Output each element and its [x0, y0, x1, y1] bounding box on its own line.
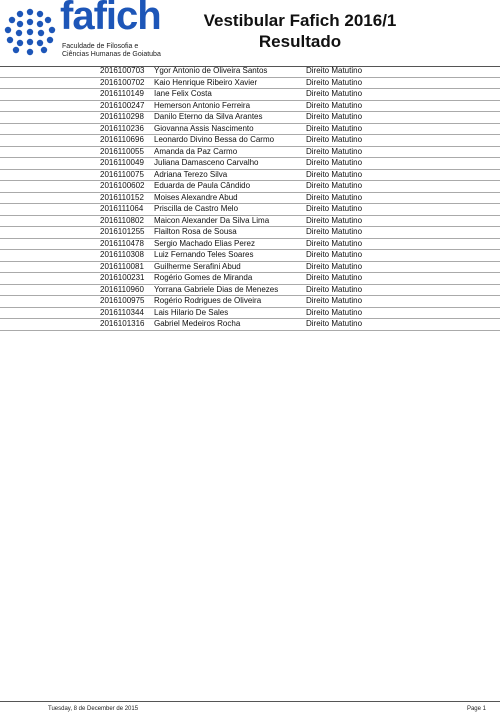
fafich-logo [2, 2, 180, 64]
candidate-code: 2016110049 [100, 158, 144, 167]
result-row [0, 101, 500, 113]
course-name: Direito Matutino [306, 77, 363, 87]
candidate-name: Ygor Antonio de Oliveira Santos [154, 66, 268, 75]
candidate-code: 2016101316 [100, 319, 145, 328]
candidate-code: 2016110802 [100, 215, 144, 225]
result-row [0, 227, 500, 239]
result-row [0, 135, 500, 147]
candidate-code: 2016110236 [100, 123, 144, 133]
result-row [0, 66, 500, 78]
course-name: Direito Matutino [306, 204, 363, 213]
course-name: Direito Matutino [306, 192, 363, 202]
candidate-code: 2016110696 [100, 135, 144, 144]
result-row [0, 193, 500, 205]
result-row [0, 89, 500, 101]
results-list [0, 66, 500, 331]
candidate-code: 2016110152 [100, 192, 144, 202]
candidate-code: 2016110081 [100, 261, 144, 271]
report-title-line-2: Resultado [258, 32, 342, 51]
candidate-name: Moises Alexandre Abud [154, 192, 238, 202]
candidate-name: Amanda da Paz Carmo [154, 146, 238, 156]
result-row [0, 181, 500, 193]
course-name: Direito Matutino [306, 307, 363, 317]
result-row [0, 112, 500, 124]
logo-subtitle-line-1: Faculdade de Filosofia e [62, 43, 139, 50]
footer-date: Tuesday, 8 de December de 2015 [48, 706, 139, 712]
candidate-code: 2016110478 [100, 238, 144, 248]
result-row [0, 239, 500, 251]
page-number: Page 1 [466, 706, 486, 712]
logo-subtitle [62, 43, 192, 59]
course-name: Direito Matutino [306, 89, 363, 98]
course-name: Direito Matutino [306, 135, 363, 144]
result-row [0, 216, 500, 228]
course-name: Direito Matutino [306, 238, 363, 248]
result-row [0, 158, 500, 170]
candidate-name: Giovanna Assis Nascimento [154, 123, 254, 133]
candidate-code: 2016110344 [100, 307, 144, 317]
report-title-line-1: Vestibular Fafich 2016/1 [203, 11, 397, 30]
candidate-code: 2016110075 [100, 169, 144, 179]
candidate-code: 2016110149 [100, 89, 144, 98]
candidate-name: Adriana Terezo Silva [154, 169, 228, 179]
candidate-name: Rogério Gomes de Miranda [154, 273, 253, 282]
candidate-name: Priscilla de Castro Melo [154, 204, 239, 213]
report-title [180, 10, 420, 52]
candidate-name: Iane Felix Costa [154, 89, 212, 98]
candidate-code: 2016110298 [100, 112, 144, 121]
candidate-name: Yorrana Gabriele Dias de Menezes [154, 284, 279, 294]
result-row [0, 296, 500, 308]
candidate-name: Leonardo Divino Bessa do Carmo [154, 135, 275, 144]
candidate-code: 2016101255 [100, 227, 145, 236]
candidate-name: Sergio Machado Elias Perez [154, 238, 255, 248]
course-name: Direito Matutino [306, 319, 363, 328]
result-row [0, 319, 500, 331]
candidate-name: Juliana Damasceno Carvalho [154, 158, 259, 167]
candidate-name: Danilo Eterno da Silva Arantes [154, 112, 263, 121]
candidate-name: Guilherme Serafini Abud [154, 261, 241, 271]
course-name: Direito Matutino [306, 215, 363, 225]
footer-divider [0, 701, 500, 702]
course-name: Direito Matutino [306, 158, 363, 167]
candidate-code: 2016100231 [100, 273, 145, 282]
candidate-code: 2016111064 [100, 204, 144, 213]
candidate-code: 2016100247 [100, 100, 145, 110]
result-row [0, 170, 500, 182]
candidate-code: 2016110308 [100, 250, 144, 259]
logo-subtitle-line-2: Ciências Humanas de Goiatuba [62, 51, 161, 58]
candidate-name: Rogério Rodrigues de Oliveira [154, 296, 262, 305]
course-name: Direito Matutino [306, 100, 363, 110]
candidate-code: 2016110055 [100, 146, 144, 156]
result-row [0, 124, 500, 136]
result-row [0, 78, 500, 90]
candidate-code: 2016100602 [100, 181, 145, 190]
result-row [0, 273, 500, 285]
result-row [0, 308, 500, 320]
result-row [0, 250, 500, 262]
course-name: Direito Matutino [306, 284, 363, 294]
course-name: Direito Matutino [306, 146, 363, 156]
course-name: Direito Matutino [306, 296, 363, 305]
candidate-code: 2016100703 [100, 66, 145, 75]
result-row [0, 262, 500, 274]
course-name: Direito Matutino [306, 169, 363, 179]
candidate-name: Luiz Fernando Teles Soares [154, 250, 254, 259]
logo-wordmark: fafich [60, 0, 161, 38]
course-name: Direito Matutino [306, 273, 363, 282]
candidate-name: Kaio Henrique Ribeiro Xavier [154, 77, 258, 87]
course-name: Direito Matutino [306, 181, 363, 190]
candidate-name: Flailton Rosa de Sousa [154, 227, 237, 236]
candidate-name: Lais Hilario De Sales [154, 307, 229, 317]
candidate-name: Maicon Alexander Da Silva Lima [154, 215, 270, 225]
course-name: Direito Matutino [306, 123, 363, 133]
page-header [0, 0, 500, 66]
candidate-code: 2016110960 [100, 284, 144, 294]
candidate-code: 2016100975 [100, 296, 145, 305]
course-name: Direito Matutino [306, 227, 363, 236]
course-name: Direito Matutino [306, 261, 363, 271]
candidate-name: Eduarda de Paula Cândido [154, 181, 251, 190]
result-row [0, 285, 500, 297]
result-row [0, 147, 500, 159]
candidate-name: Hemerson Antonio Ferreira [154, 100, 251, 110]
course-name: Direito Matutino [306, 250, 363, 259]
candidate-code: 2016100702 [100, 77, 145, 87]
globe-logo-icon [2, 4, 58, 60]
course-name: Direito Matutino [306, 112, 363, 121]
candidate-name: Gabriel Medeiros Rocha [154, 319, 241, 328]
result-row [0, 204, 500, 216]
course-name: Direito Matutino [306, 66, 363, 75]
